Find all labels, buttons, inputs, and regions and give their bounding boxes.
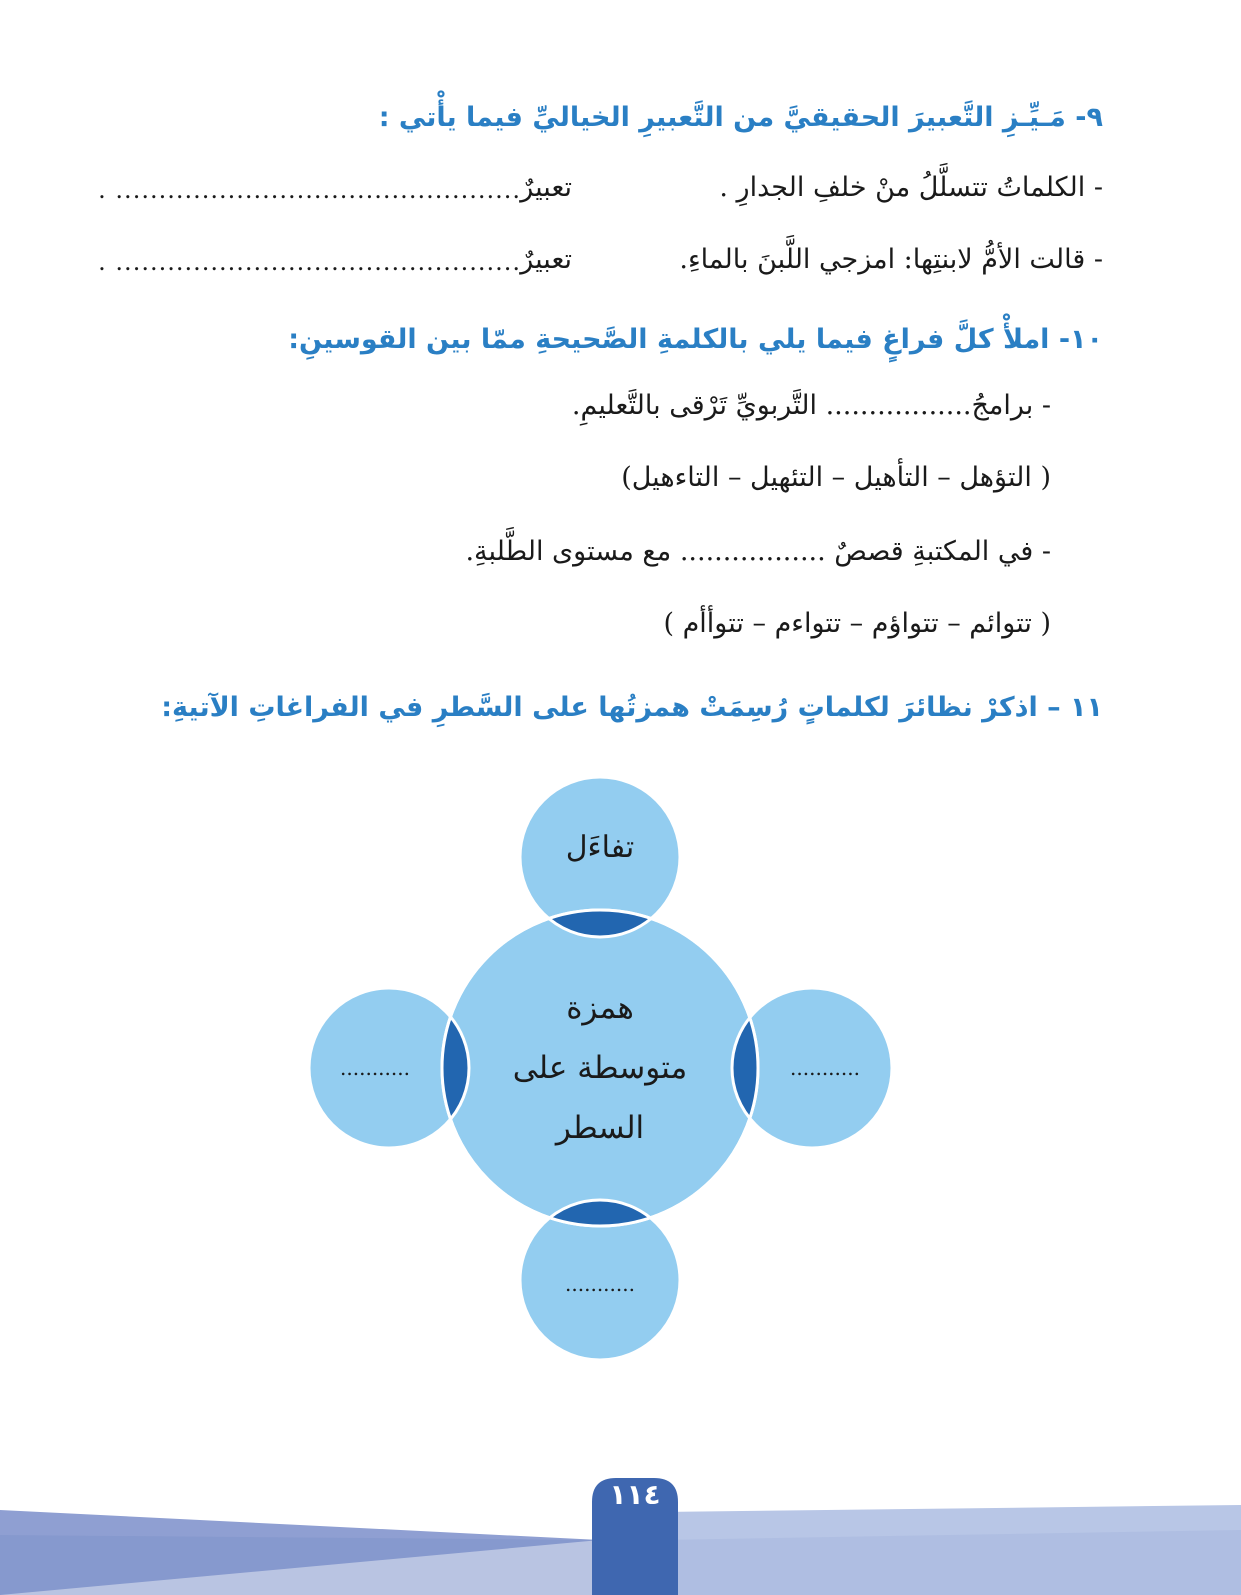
question-9-item-1-text: - الكلماتُ تتسلَّلُ منْ خلفِ الجدارِ . xyxy=(719,172,1103,203)
center-label-line-1: همزة xyxy=(566,990,634,1026)
question-10-heading: ١٠- املأْ كلَّ فراغٍ فيما يلي بالكلمةِ الصَّحيحةِ ممّا بين القوسينِ: xyxy=(288,324,1103,355)
question-10-sentence-2: - في المكتبةِ قصصٌ ................. مع مستوى الطَّلبةِ. xyxy=(465,536,1051,567)
top-circle-word: تفاءَل xyxy=(565,830,635,865)
question-9-item-1-answer-blank[interactable]: ............................................... . xyxy=(98,176,521,204)
question-9-item-2-text: - قالت الأمُّ لابنتِها: امزجي اللَّبنَ بالماءِ. xyxy=(679,244,1103,275)
question-11-heading: ١١ – اذكرْ نظائرَ لكلماتٍ رُسِمَتْ همزتُها على السَّطرِ في الفراغاتِ الآتيةِ: xyxy=(161,692,1103,723)
question-9-heading: ٩- مَـيِّـزِ التَّعبيرَ الحقيقيَّ من التَّعبيرِ الخياليِّ فيما يأْتي : xyxy=(378,102,1103,133)
question-9-item-2-label: تعبيرٌ xyxy=(520,244,572,275)
page-number: ١١٤ xyxy=(609,1478,661,1511)
question-9-item-2-answer-blank[interactable]: ............................................... . xyxy=(98,248,521,276)
question-10-sentence-1: - برامجُ................. التَّربويِّ تَرْقى بالتَّعليمِ. xyxy=(571,390,1051,421)
question-10-options-2: ( تتوائم – تتواؤم – تتواءم – تتوأأم ) xyxy=(663,608,1051,639)
left-circle-blank[interactable]: ........... xyxy=(340,1056,410,1080)
question-9-item-1-label: تعبيرٌ xyxy=(520,172,572,203)
bottom-circle-blank[interactable]: ........... xyxy=(565,1272,635,1296)
question-10-options-1: ( التؤهل – التأهيل – التئهيل – التاءهيل) xyxy=(621,462,1051,493)
center-label-line-2: متوسطة على xyxy=(512,1050,688,1086)
right-circle-blank[interactable]: ........... xyxy=(790,1056,860,1080)
center-label-line-3: السطر xyxy=(555,1110,645,1146)
